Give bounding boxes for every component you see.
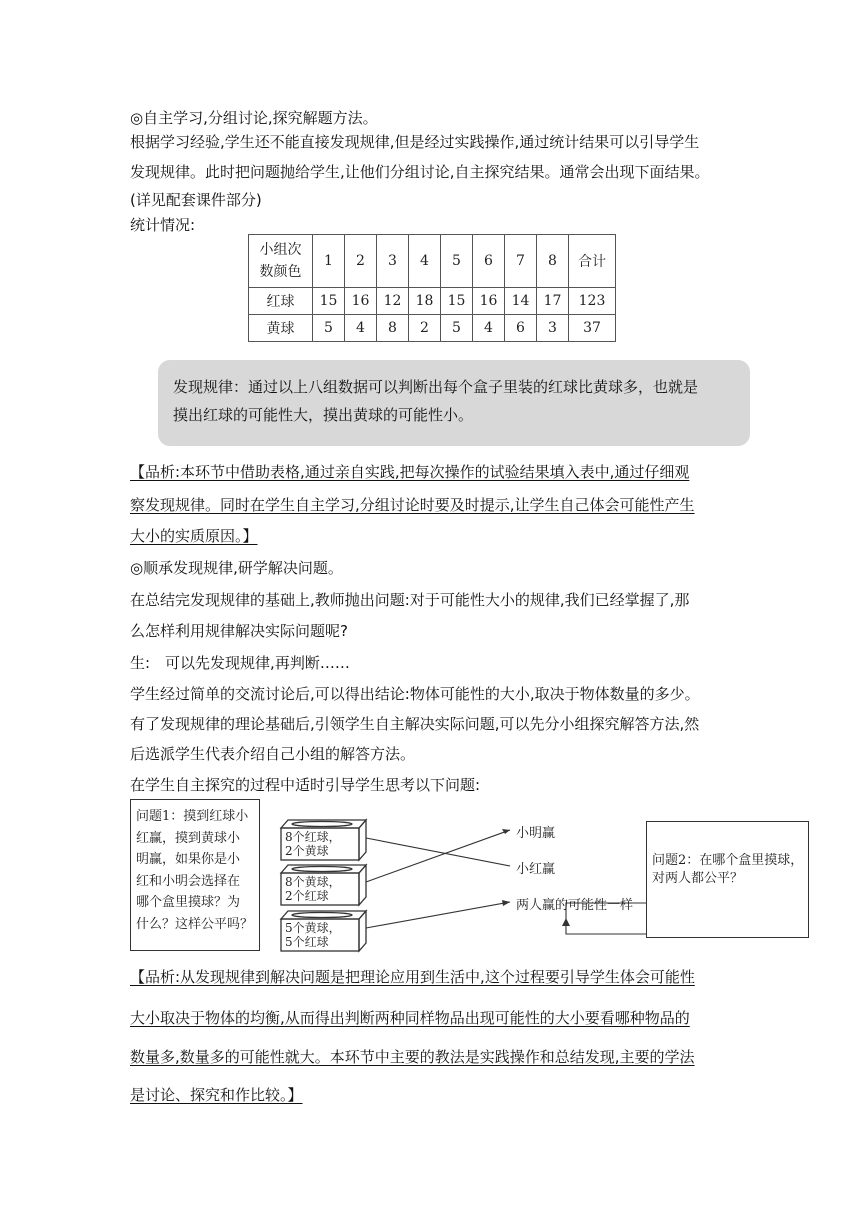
section-heading-self-study: ◎自主学习,分组讨论,探究解题方法。 — [130, 109, 378, 127]
line-box1-to-xiaohong — [366, 838, 510, 866]
table-cell: 15 — [441, 288, 473, 315]
table-cell: 17 — [537, 288, 569, 315]
question-1-line: 明赢，如果你是小 — [136, 852, 241, 867]
outcome-xiaohong: 小红赢 — [516, 862, 556, 877]
paragraph-line: 发现规律。此时把问题抛给学生,让他们分组讨论,自主探究结果。通常会出现下面结果。 — [130, 163, 710, 181]
arrow-head-icon — [502, 829, 510, 834]
paragraph-line: 有了发现规律的理论基础后,引领学生自主解决实际问题,可以先分小组探究解答方法,然 — [130, 715, 700, 733]
table-cell: 2 — [409, 315, 441, 342]
analysis-note-line: 察发现规律。同时在学生自主学习,分组讨论时要及时提示,让学生自己体会可能性产生 — [130, 496, 695, 514]
table-cell: 16 — [345, 288, 377, 315]
paragraph-line: 生: 可以先发现规律,再判断…… — [130, 654, 350, 672]
outcome-xiaoming: 小明赢 — [516, 826, 556, 841]
box-2-label: 8个黄球， 2个红球 — [285, 875, 341, 903]
table-cell: 16 — [473, 288, 505, 315]
table-header-total: 合计 — [569, 235, 616, 288]
box-2-side — [359, 865, 366, 905]
table-header-cell: 7 — [505, 235, 537, 288]
line-box3-to-equal — [366, 902, 510, 928]
box-2-hole — [292, 867, 352, 872]
paragraph-line: 后选派学生代表介绍自己小组的解答方法。 — [130, 745, 416, 763]
paragraph-line: 学生经过简单的交流讨论后,可以得出结论:物体可能性的大小,取决于物体数量的多少。 — [130, 685, 700, 703]
table-cell-total: 123 — [569, 288, 616, 315]
line-box2-to-xiaoming — [366, 830, 510, 882]
connector-lines — [366, 830, 646, 934]
table-cell: 5 — [313, 315, 345, 342]
table-cell: 15 — [313, 288, 345, 315]
question-1-box — [130, 799, 260, 951]
table-header-cell: 5 — [441, 235, 473, 288]
table-header-cell: 6 — [473, 235, 505, 288]
outcome-equal: 两人赢的可能性一样 — [516, 898, 634, 913]
table-header-cell: 1 — [313, 235, 345, 288]
question-1-line: 问题1：摸到红球小 — [136, 809, 249, 824]
table-header-cell: 3 — [377, 235, 409, 288]
question-1-line: 红赢，摸到黄球小 — [136, 830, 241, 846]
paragraph-line: 根据学习经验,学生还不能直接发现规律,但是经过实践操作,通过统计结果可以引导学生 — [130, 133, 700, 151]
table-cell: 4 — [345, 315, 377, 342]
box-3-side — [359, 911, 366, 951]
question-1-line: 哪个盒里摸球？为 — [136, 895, 241, 910]
table-cell: 8 — [377, 315, 409, 342]
question-2-line: 对两人都公平？ — [652, 871, 744, 886]
arrow-up-icon — [562, 918, 570, 926]
table-cell: 4 — [473, 315, 505, 342]
callout-line: 发现规律：通过以上八组数据可以判断出每个盒子里装的红球比黄球多，也就是 — [173, 378, 699, 396]
stats-label: 统计情况: — [130, 216, 196, 234]
question-2-line: 问题2：在哪个盒里摸球， — [652, 853, 804, 868]
analysis-note-line: 【品析:从发现规律到解决问题是把理论应用到生活中,这个过程要引导学生体会可能性 — [130, 968, 695, 986]
callout-line: 摸出红球的可能性大，摸出黄球的可能性小。 — [173, 406, 474, 424]
analysis-note-line: 是讨论、探究和作比较。】 — [130, 1086, 303, 1104]
table-cell: 18 — [409, 288, 441, 315]
box-3-hole — [292, 913, 352, 918]
paragraph-line: 在学生自主探究的过程中适时引导学生思考以下问题: — [130, 776, 481, 794]
analysis-note-line: 大小取决于物体的均衡,从而得出判断两种同样物品出现可能性的大小要看哪种物品的 — [130, 1009, 690, 1027]
analysis-note-line: 数量多,数量多的可能性就大。本环节中主要的教法是实践操作和总结发现,主要的学法 — [130, 1048, 695, 1066]
table-cell: 12 — [377, 288, 409, 315]
table-header-cell: 4 — [409, 235, 441, 288]
table-corner-header: 小组次 数颜色 — [249, 235, 313, 288]
paragraph-line: (详见配套课件部分) — [130, 191, 262, 209]
table-row-label: 红球 — [249, 288, 313, 315]
paragraph-line: 么怎样利用规律解决实际问题呢? — [130, 622, 348, 640]
table-row-label: 黄球 — [249, 315, 313, 342]
box-1-side — [359, 820, 366, 860]
arrow-head-icon — [502, 900, 510, 906]
table-cell: 5 — [441, 315, 473, 342]
section-heading-solve: ◎顺承发现规律,研学解决问题。 — [130, 559, 343, 577]
box-3-label: 5个黄球， 5个红球 — [285, 921, 341, 949]
table-cell: 3 — [537, 315, 569, 342]
analysis-note-line: 【品析:本环节中借助表格,通过亲自实践,把每次操作的试验结果填入表中,通过仔细观 — [130, 463, 690, 481]
table-header-cell: 8 — [537, 235, 569, 288]
box-1-label: 8个红球， 2个黄球 — [285, 830, 341, 858]
analysis-note-line: 大小的实质原因。】 — [130, 527, 258, 545]
box-1-hole — [292, 822, 352, 827]
question-2-box — [646, 821, 809, 938]
table-cell-total: 37 — [569, 315, 616, 342]
question-1-line: 红和小明会选择在 — [136, 873, 241, 889]
paragraph-line: 在总结完发现规律的基础上,教师抛出问题:对于可能性大小的规律,我们已经掌握了,那 — [130, 591, 690, 609]
question-1-line: 什么？这样公平吗？ — [136, 916, 254, 932]
table-cell: 6 — [505, 315, 537, 342]
table-header-cell: 2 — [345, 235, 377, 288]
table-cell: 14 — [505, 288, 537, 315]
